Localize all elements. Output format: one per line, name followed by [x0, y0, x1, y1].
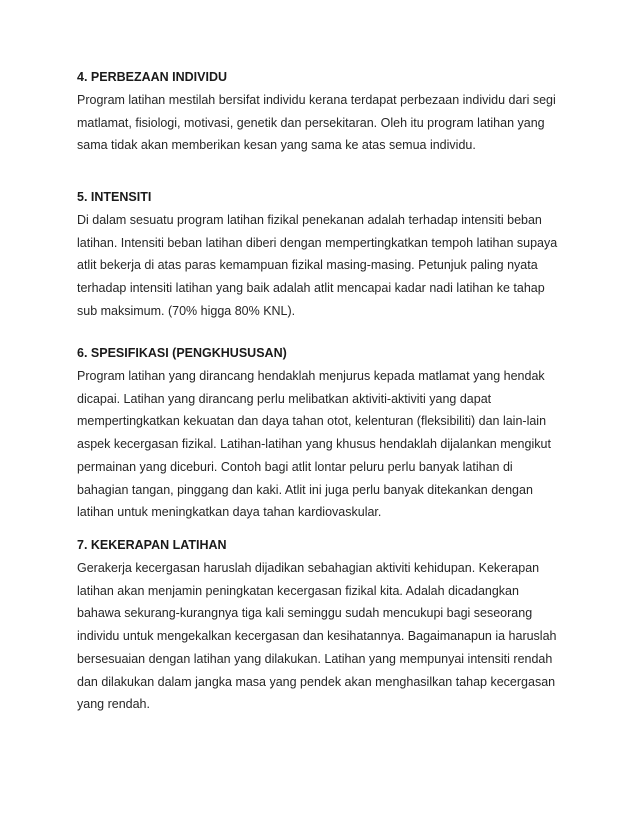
- section-heading: 4. PERBEZAAN INDIVIDU: [77, 70, 228, 84]
- section-heading: 6. SPESIFIKASI (PENGKHUSUSAN): [77, 346, 287, 360]
- section-body: [77, 365, 577, 524]
- section-body: [77, 557, 577, 716]
- paragraph-line: dan dilakukan dalam jangka masa yang pendek akan menghasilkan tahap kecergasan: [77, 674, 556, 689]
- paragraph-line: latihan. Intensiti beban latihan diberi dengan mempertingkatkan tempoh latihan supaya: [77, 235, 558, 250]
- paragraph-line: aspek kecergasan fizikal. Latihan-latihan yang khusus hendaklah dijalankan mengikut: [77, 437, 551, 452]
- paragraph-line: bahawa sekurang-kurangnya tiga kali seminggu sudah mencukupi bagi seseorang: [77, 606, 533, 621]
- paragraph-line: Di dalam sesuatu program latihan fizikal penekanan adalah terhadap intensiti beban: [77, 213, 542, 227]
- paragraph-line: bersesuaian dengan latihan yang dilakukan. Latihan yang mempunyai intensiti rendah: [77, 651, 553, 666]
- section-spesifikasi: [77, 345, 577, 524]
- section-heading: 7. KEKERAPAN LATIHAN: [77, 538, 227, 552]
- paragraph-line: individu untuk mengekalkan kecergasan dan kesihatannya. Bagaimanapun ia haruslah: [77, 629, 557, 644]
- paragraph-line: Gerakerja kecergasan haruslah dijadikan sebahagian aktiviti kehidupan. Kekerapan: [77, 561, 540, 575]
- paragraph-line: terhadap intensiti latihan yang baik adalah atlit mencapai kadar nadi latihan ke tahap: [77, 281, 545, 296]
- paragraph-line: matlamat, fisiologi, motivasi, genetik dan persekitaran. Oleh itu program latihan yang: [77, 115, 545, 130]
- section-body: [77, 89, 577, 157]
- paragraph-line: yang rendah.: [77, 697, 150, 712]
- paragraph-line: Program latihan yang dirancang hendaklah menjurus kepada matlamat yang hendak: [77, 369, 545, 383]
- section-heading: 5. INTENSITI: [77, 190, 152, 204]
- paragraph-line: atlit bekerja di atas paras kemampuan fizikal masing-masing. Petunjuk paling nyata: [77, 258, 538, 273]
- section-kekerapan-latihan: [77, 537, 577, 716]
- section-body: [77, 209, 577, 323]
- section-intensiti: [77, 189, 577, 323]
- paragraph-line: sub maksimum. (70% higga 80% KNL).: [77, 303, 296, 318]
- section-perbezaan-individu: [77, 69, 577, 157]
- paragraph-line: mempertingkatkan kekuatan dan daya tahan otot, kelenturan (fleksibiliti) dan lain-lain: [77, 414, 547, 429]
- paragraph-line: latihan akan menjamin peningkatan kecergasan fizikal kita. Adalah dicadangkan: [77, 583, 519, 598]
- paragraph-line: permainan yang diceburi. Contoh bagi atlit lontar peluru perlu banyak latihan di: [77, 459, 513, 474]
- paragraph-line: Program latihan mestilah bersifat individu kerana terdapat perbezaan individu dari segi: [77, 93, 556, 107]
- paragraph-line: bahagian tangan, pinggang dan kaki. Atlit ini juga perlu banyak ditekankan dengan: [77, 482, 533, 497]
- paragraph-line: latihan untuk meningkatkan daya tahan kardiovaskular.: [77, 505, 382, 520]
- paragraph-line: sama tidak akan memberikan kesan yang sama ke atas semua individu.: [77, 138, 476, 153]
- paragraph-line: dicapai. Latihan yang dirancang perlu melibatkan aktiviti-aktiviti yang dapat: [77, 391, 492, 406]
